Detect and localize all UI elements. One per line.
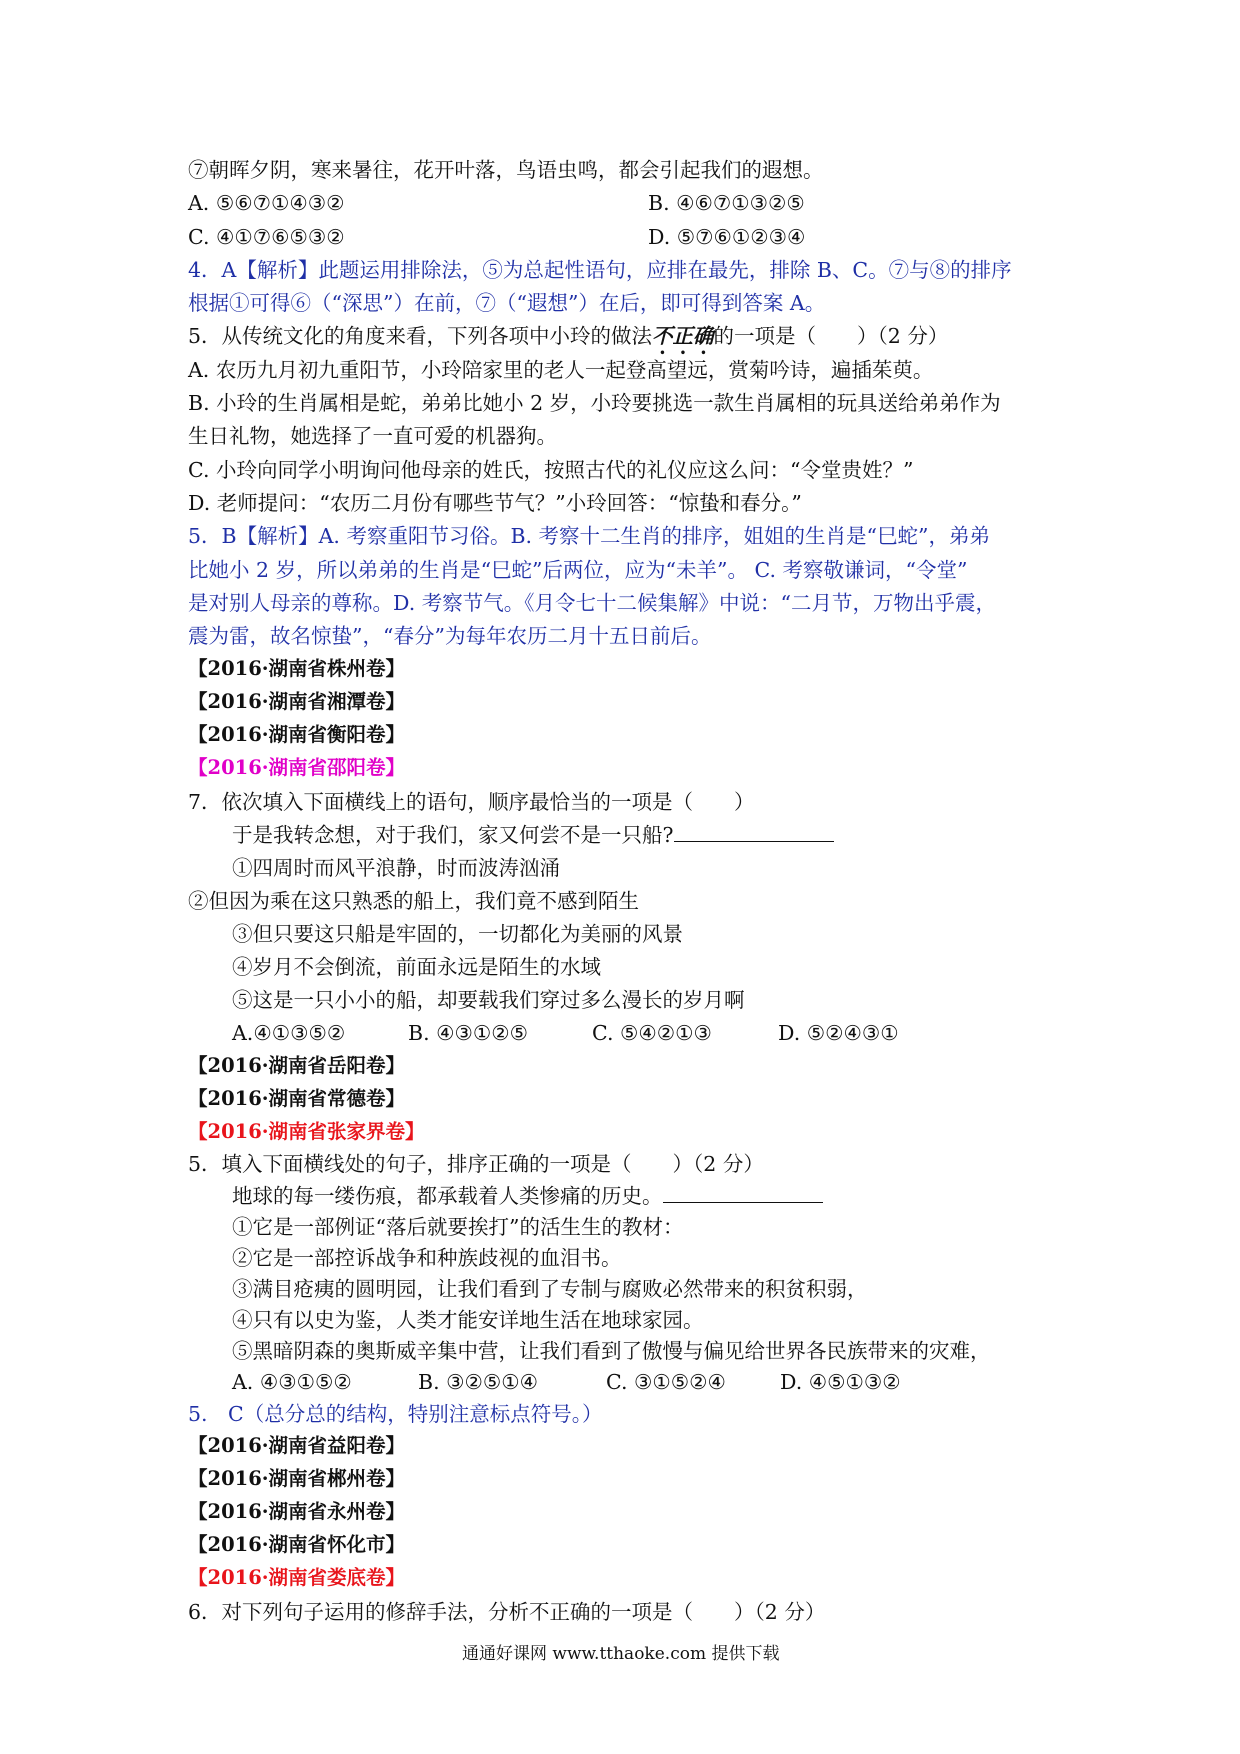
section-header-zhangjiajie: 【2016·湖南省张家界卷】 [188, 1120, 425, 1143]
q7-sentence-1: ①四周时而风平浪静，时而波涛汹涌 [232, 856, 560, 880]
q5-stem-emphasis: 不正确 [652, 324, 714, 348]
section-header-yongzhou: 【2016·湖南省永州卷】 [188, 1500, 406, 1523]
q5b-stem: 5．填入下面横线处的句子，排序正确的一项是（ ）（2 分） [188, 1152, 764, 1176]
page-footer: 通通好课网 www.tthaoke.com 提供下载 [462, 1644, 780, 1664]
answer-5-line-3: 是对别人母亲的尊称。D. 考察节气。《月令七十二候集解》中说：“二月节，万物出乎震， [188, 591, 996, 615]
section-header-chenzhou: 【2016·湖南省郴州卷】 [188, 1467, 406, 1490]
q6-stem: 6．对下列句子运用的修辞手法，分析不正确的一项是（ ）（2 分） [188, 1600, 826, 1624]
q5b-option-c: C. ③①⑤②④ [606, 1370, 726, 1394]
q7-sentence-2: ②但因为乘在这只熟悉的船上，我们竟不感到陌生 [188, 889, 639, 913]
q5b-sentence-1: ①它是一部例证“落后就要挨打”的活生生的教材： [232, 1215, 684, 1239]
q7-lead [232, 821, 834, 849]
answer-5-line-4: 震为雷，故名惊蛰”，“春分”为每年农历二月十五日前后。 [188, 624, 712, 648]
q7-option-b: B. ④③①②⑤ [408, 1021, 528, 1045]
q7-sentence-4: ④岁月不会倒流，前面永远是陌生的水域 [232, 955, 601, 979]
section-header-loudi: 【2016·湖南省娄底卷】 [188, 1566, 406, 1589]
q5b-sentence-2: ②它是一部控诉战争和种族歧视的血泪书。 [232, 1246, 622, 1270]
answer-4-line-2: 根据①可得⑥（“深思”）在前，⑦（“遐想”）在后，即可得到答案 A。 [188, 291, 826, 315]
q5-option-c: C. 小玲向同学小明询问他母亲的姓氏，按照古代的礼仪应这么问：“令堂贵姓？” [188, 458, 914, 482]
q3-item-7: ⑦朝晖夕阴，寒来暑往，花开叶落，鸟语虫鸣，都会引起我们的遐想。 [188, 158, 824, 182]
answer-5-line-1: 5．B【解析】A. 考察重阳节习俗。B. 考察十二生肖的排序，姐姐的生肖是“巳蛇”，弟弟 [188, 524, 991, 548]
q3-option-c: C. ④①⑦⑥⑤③② [188, 225, 345, 249]
q5-option-a: A. 农历九月初九重阳节，小玲陪家里的老人一起登高望远，赏菊吟诗，遍插茱萸。 [188, 358, 934, 382]
q5b-option-a: A. ④③①⑤② [232, 1370, 352, 1394]
q5b-sentence-3: ③满目疮痍的圆明园，让我们看到了专制与腐败必然带来的积贫积弱， [232, 1277, 868, 1301]
q7-sentence-3: ③但只要这只船是牢固的，一切都化为美丽的风景 [232, 922, 683, 946]
q5b-option-d: D. ④⑤①③② [780, 1370, 901, 1394]
q3-option-a: A. ⑤⑥⑦①④③② [188, 191, 345, 215]
q5b-sentence-5: ⑤黑暗阴森的奥斯威辛集中营，让我们看到了傲慢与偏见给世界各民族带来的灾难， [232, 1339, 991, 1363]
section-header-shaoyang: 【2016·湖南省邵阳卷】 [188, 756, 406, 779]
q5b-lead-text: 地球的每一缕伤痕，都承载着人类惨痛的历史。 [232, 1184, 663, 1208]
answer-5-line-2: 比她小 2 岁，所以弟弟的生肖是“巳蛇”后两位，应为“未羊”。 C. 考察敬谦词，“令堂” [188, 558, 968, 582]
q5b-lead [232, 1182, 823, 1210]
q5-option-b-line-2: 生日礼物，她选择了一直可爱的机器狗。 [188, 424, 557, 448]
q7-option-d: D. ⑤②④③① [778, 1021, 899, 1045]
q5b-option-b: B. ③②⑤①④ [418, 1370, 538, 1394]
q5b-answer: 5. C（总分总的结构，特别注意标点符号。） [188, 1402, 603, 1426]
q7-stem: 7．依次填入下面横线上的语句，顺序最恰当的一项是（ ） [188, 790, 755, 814]
q7-answer-blank [674, 821, 834, 842]
section-header-huaihua: 【2016·湖南省怀化市】 [188, 1533, 406, 1556]
section-header-changde: 【2016·湖南省常德卷】 [188, 1087, 406, 1110]
q7-sentence-5: ⑤这是一只小小的船，却要载我们穿过多么漫长的岁月啊 [232, 988, 745, 1012]
q5-stem [188, 322, 948, 359]
q7-option-c: C. ⑤④②①③ [592, 1021, 712, 1045]
section-header-xiangtan: 【2016·湖南省湘潭卷】 [188, 690, 406, 713]
answer-4-line-1: 4．A【解析】此题运用排除法，⑤为总起性语句，应排在最先，排除 B、C。⑦与⑧的排序 [188, 258, 1012, 282]
section-header-yiyang: 【2016·湖南省益阳卷】 [188, 1434, 406, 1457]
q5-stem-post: 的一项是（ ）（2 分） [713, 324, 949, 348]
q5-option-b-line-1: B. 小玲的生肖属相是蛇，弟弟比她小 2 岁，小玲要挑选一款生肖属相的玩具送给弟弟作为 [188, 391, 1001, 415]
q5-option-d: D. 老师提问：“农历二月份有哪些节气？”小玲回答：“惊蛰和春分。” [188, 491, 802, 515]
section-header-yueyang: 【2016·湖南省岳阳卷】 [188, 1054, 406, 1077]
q5b-answer-blank [663, 1182, 823, 1203]
q7-lead-text: 于是我转念想，对于我们，家又何尝不是一只船? [232, 823, 674, 847]
q3-option-b: B. ④⑥⑦①③②⑤ [648, 191, 805, 215]
section-header-zhuzhou: 【2016·湖南省株州卷】 [188, 657, 406, 680]
q5b-sentence-4: ④只有以史为鉴，人类才能安详地生活在地球家园。 [232, 1308, 704, 1332]
q7-option-a: A.④①③⑤② [232, 1021, 346, 1045]
q3-option-d: D. ⑤⑦⑥①②③④ [648, 225, 806, 249]
section-header-hengyang: 【2016·湖南省衡阳卷】 [188, 723, 406, 746]
q5-stem-pre: 5．从传统文化的角度来看，下列各项中小玲的做法 [188, 324, 653, 348]
